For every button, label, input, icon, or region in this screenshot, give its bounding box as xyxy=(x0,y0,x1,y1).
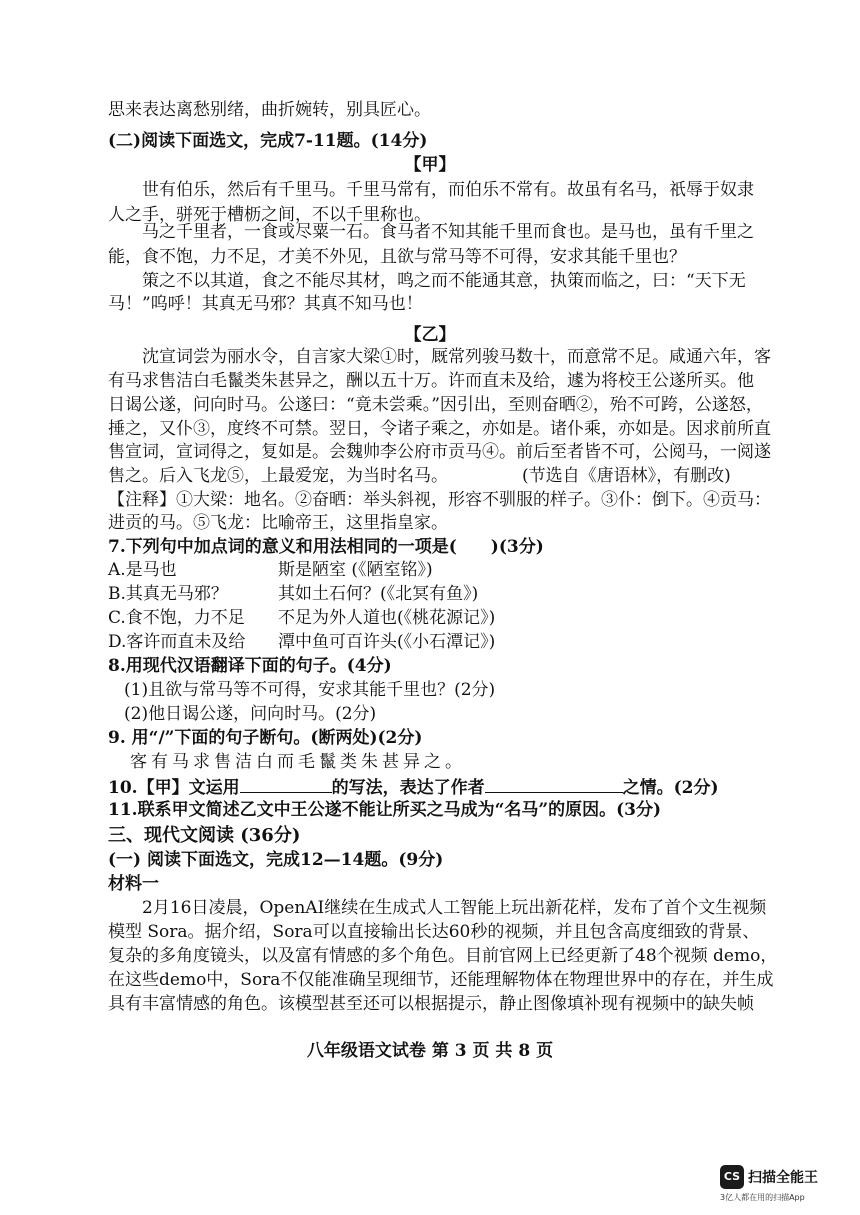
question-10-part3: 之情。(2分) xyxy=(622,778,719,798)
question-9-sentence: 客有马求售洁白而毛鬣类朱甚异之。 xyxy=(130,752,466,772)
watermark-subtitle: 3亿人都在用的扫描App xyxy=(720,1193,805,1202)
question-10 xyxy=(108,776,768,798)
question-8: 8.用现代汉语翻译下面的句子。(4分) xyxy=(108,656,392,676)
passage-line: 有马求售洁白毛鬣类朱甚异之，酬以五十万。许而直未及给，遽为将校王公遂所买。他 xyxy=(108,371,754,391)
notes-line: 【注释】①大梁：地名。②奋晒：举头斜视，形容不驯服的样子。③仆：倒下。④贡马： xyxy=(108,490,771,510)
question-8-part2: (2)他日谒公遂，问向时马。(2分) xyxy=(124,704,377,724)
paragraph-line: 模型 Sora。据介绍，Sora可以直接输出长达60秒的视频，并且包含高度细致的背景、 xyxy=(108,922,760,942)
option-b xyxy=(108,584,768,604)
paragraph-line: 具有丰富情感的角色。该模型甚至还可以根据提示，静止图像填补现有视频中的缺失帧 xyxy=(108,994,754,1014)
section-heading: (二)阅读下面选文，完成7-11题。(14分) xyxy=(108,131,428,151)
passage-line: 马！”呜呼！其真无马邪？其真不知马也！ xyxy=(108,294,423,314)
passage-line: 售之。后入飞龙⑤，上最爱宠，为当时名马。 xyxy=(108,466,448,486)
passage-line: 能，食不饱，力不足，才美不外见，且欲与常马等不可得，安求其能千里也？ xyxy=(108,247,686,267)
paragraph-line: 在这些demo中，Sora不仅能准确呈现细节，还能理解物体在物理世界中的存在，并生成 xyxy=(108,970,774,990)
option-a-compare: 斯是陋室 (《陋室铭》) xyxy=(278,560,433,580)
passage-line: 日谒公遂，问向时马。公遂曰：“竟未尝乘。”因引出，至则奋晒②，殆不可跨，公遂怒， xyxy=(108,395,763,415)
passage-line: 世有伯乐，然后有千里马。千里马常有，而伯乐不常有。故虽有名马，祇辱于奴隶 xyxy=(142,180,754,200)
answer-blank-1 xyxy=(240,776,332,793)
passage-label-jia: 【甲】 xyxy=(404,155,456,175)
page-footer: 八年级语文试卷 第 3 页 共 8 页 xyxy=(306,1041,554,1061)
option-a-text: A.是马也 xyxy=(108,560,177,580)
option-d-compare: 潭中鱼可百许头(《小石潭记》) xyxy=(278,632,496,652)
paragraph-line: 复杂的多角度镜头，以及富有情感的多个角色。目前官网上已经更新了48个视频 demo， xyxy=(108,946,778,966)
option-c-text: C.食不饱，力不足 xyxy=(108,608,245,628)
subsection-heading: (一) 阅读下面选文，完成12—14题。(9分) xyxy=(108,850,444,870)
notes-line: 进贡的马。⑤飞龙：比喻帝王，这里指皇家。 xyxy=(108,513,448,533)
text-line: 思来表达离愁别绪，曲折婉转，别具匠心。 xyxy=(108,100,431,120)
passage-line: 捶之，又仆③，度终不可禁。翌日，令诸子乘之，亦如是。诸仆乘，亦如是。因求前所直 xyxy=(108,419,771,439)
passage-line: 人之手，骈死于槽枥之间，不以千里称也。 xyxy=(108,205,431,225)
source-citation: (节选自《唐语林》，有删改) xyxy=(522,466,731,486)
question-9: 9. 用“/”下面的句子断句。(断两处)(2分) xyxy=(108,728,423,748)
option-d xyxy=(108,632,768,652)
watermark-title: 扫描全能王 xyxy=(748,1170,818,1186)
option-a xyxy=(108,560,768,580)
answer-blank-2 xyxy=(485,776,623,793)
paragraph-line: 2月16日凌晨，OpenAI继续在生成式人工智能上玩出新花样，发布了首个文生视频 xyxy=(142,898,767,918)
passage-line: 策之不以其道，食之不能尽其材，鸣之而不能通其意，执策而临之，曰：“天下无 xyxy=(142,271,746,291)
camscanner-logo-icon: CS xyxy=(720,1165,744,1189)
section-title: 三、现代文阅读 (36分) xyxy=(108,825,301,846)
option-b-compare: 其如土石何？(《北冥有鱼》) xyxy=(278,584,479,604)
question-10-part2: 的写法，表达了作者 xyxy=(331,778,485,798)
question-7: 7.下列句中加点词的意义和用法相同的一项是( )(3分) xyxy=(108,537,544,557)
question-8-part1: (1)且欲与常马等不可得，安求其能千里也？(2分) xyxy=(124,680,496,700)
question-11: 11.联系甲文简述乙文中王公遂不能让所买之马成为“名马”的原因。(3分) xyxy=(108,800,662,820)
passage-line: 马之千里者，一食或尽粟一石。食马者不知其能千里而食也。是马也，虽有千里之 xyxy=(142,222,754,242)
material-label: 材料一 xyxy=(108,874,159,894)
option-c-compare: 不足为外人道也(《桃花源记》) xyxy=(278,608,496,628)
passage-line: 售宣词，宣词得之，复如是。会魏帅李公府市贡马④。前后至者皆不可，公阅马，一阅遂 xyxy=(108,442,771,462)
option-d-text: D.客许而直未及给 xyxy=(108,632,246,652)
scanner-watermark xyxy=(720,1165,838,1203)
passage-line: 沈宣词尝为丽水令，自言家大梁①时，厩常列骏马数十，而意常不足。咸通六年，客 xyxy=(142,347,771,367)
option-b-text: B.其真无马邪？ xyxy=(108,584,228,604)
passage-label-yi: 【乙】 xyxy=(404,325,456,345)
option-c xyxy=(108,608,768,628)
question-10-part1: 10.【甲】文运用 xyxy=(108,778,240,798)
